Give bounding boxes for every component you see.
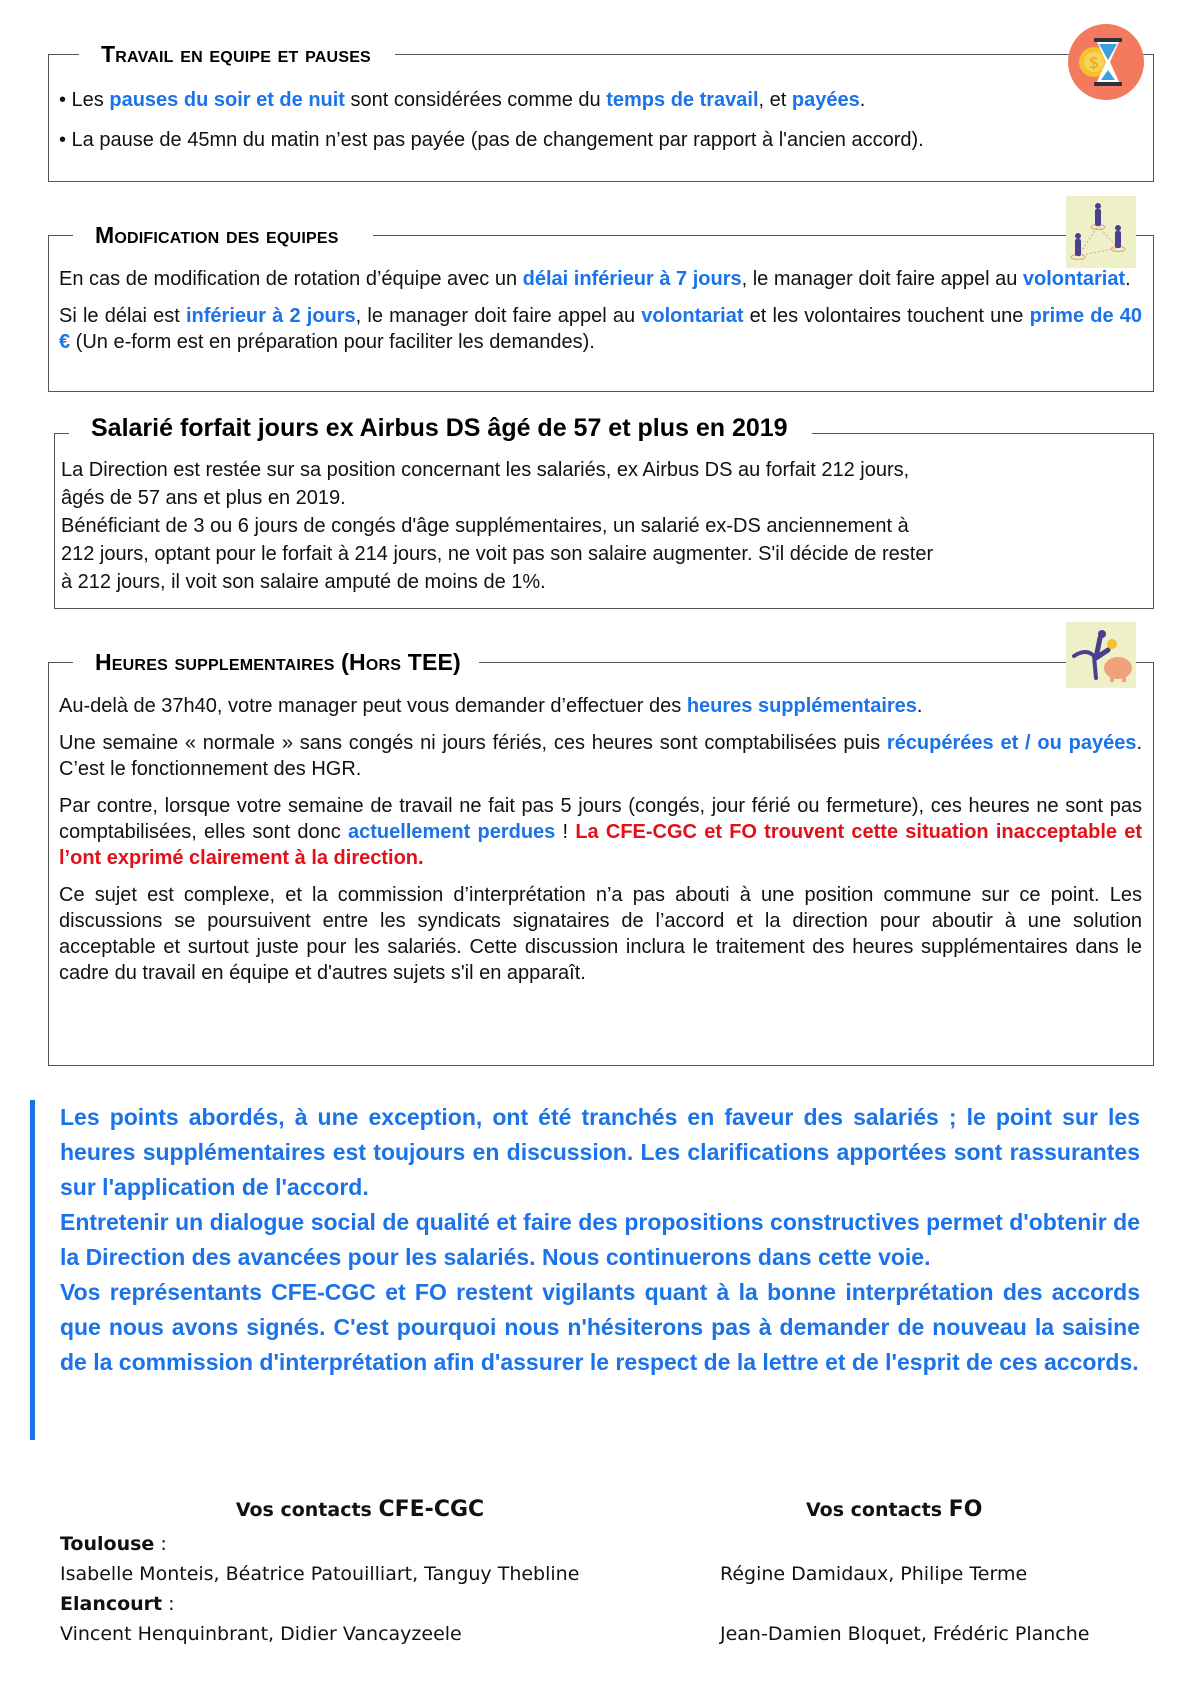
body-text: Au-delà de 37h40, votre manager peut vous demander d’effectuer des [59,695,687,717]
body-text: ! [555,821,576,843]
section-body [59,693,1142,986]
section-title: Travail en equipe et pauses [79,43,395,66]
paragraph [59,693,1142,719]
highlighted-text: récupérées et / ou payées [886,732,1137,754]
conclusion-paragraph: Les points abordés, à une exception, ont été tranchés en faveur des salariés ; le point sur les heures supplémentaires est toujours en discussion. Les clarifications apportées sont rassurantes sur l'application de l'accord. [60,1104,1140,1200]
site-label [60,1589,620,1619]
contacts-org: CFE-CGC [378,1497,485,1522]
body-text: Si le délai est [59,305,186,327]
section-title [73,651,479,674]
svg-text:$: $ [1088,53,1100,72]
paragraph [59,730,1142,782]
spacer [720,1529,1160,1559]
contacts-title [60,1495,620,1525]
body-text: Une semaine « normale » sans congés ni jours fériés, ces heures sont comptabilisées puis [59,732,887,754]
contacts-title-prefix: Vos contacts [235,1499,379,1521]
contacts-title-prefix: Vos contacts [806,1499,949,1521]
contacts-cfe-cgc [60,1495,620,1649]
highlighted-text: inférieur à 2 jours [185,305,356,327]
conclusion-paragraph: Vos représentants CFE-CGC et FO restent vigilants quant à la bonne interprétation des accords que nous avons signés. C'est pourquoi nous n'hésiterons pas à demander de nouveau la saisine de la commission d'interprétation afin d'assurer le respect de la lettre et de l'esprit de ces accords. [60,1279,1140,1375]
contact-people: Jean-Damien Bloquet, Frédéric Planche [720,1623,1090,1645]
contact-people: Régine Damidaux, Philipe Terme [720,1563,1028,1585]
paragraph-line: 212 jours, optant pour le forfait à 214 jours, ne voit pas son salaire augmenter. S'il décide de rester [61,543,934,565]
spacer [720,1589,1160,1619]
hourglass-coin-icon [1066,22,1146,102]
body-text: . [859,89,866,111]
paragraph-line: à 212 jours, il voit son salaire amputé de moins de 1%. [61,571,546,593]
body-text: Par contre, lorsque votre semaine de travail ne fait pas 5 jours (congés, jour férié ou fermeture), ces heures ne sont pas comptabilisées, elles sont donc [59,795,1142,843]
body-text: , le manager doit faire appel au [741,268,1023,290]
paragraph-line: âgés de 57 ans et plus en 2019. [61,487,346,509]
site-sep: : [154,1533,167,1555]
section-body [61,456,1142,596]
section-body [59,266,1142,355]
body-text: . [1125,268,1131,290]
highlighted-text: volontariat [641,305,744,327]
body-text: (Un e-form est en préparation pour faciliter les demandes). [70,331,595,353]
piggy-bank-icon [1066,622,1136,688]
body-text: et les volontaires touchent une [743,305,1030,327]
site-label [60,1529,620,1559]
contacts-fo [720,1495,1160,1649]
body-text: • Les [59,89,110,111]
section-title: Salarié forfait jours ex Airbus DS âgé de 57 et plus en 2019 [69,416,812,441]
alert-text: La CFE-CGC et FO trouvent cette situation inacceptable et l’ont exprimé clairement à la direction. [59,821,1143,869]
paragraph-line: Bénéficiant de 3 ou 6 jours de congés d'âge supplémentaires, un salarié ex-DS anciennement à [61,515,909,537]
section-travail-equipe [48,41,1154,182]
team-network-icon [1066,196,1136,268]
site-name: Elancourt [60,1593,163,1615]
paragraph [59,266,1142,292]
body-text: Ce sujet est complexe, et la commission d’interprétation n’a pas abouti à une position commune sur ce point. Les discussions se poursuivent entre les syndicats signataires de l’accord et la direction pour aboutir à une solution acceptable et surtout juste pour les salariés. Cette discussion inclura le traitement des heures supplémentaires dans le cadre du travail en équipe et d'autres sujets s'il en apparaît. [59,884,1142,984]
title-text: Hors TEE [349,649,454,675]
paragraph [59,303,1142,355]
body-text: sont considérées comme du [344,89,607,111]
highlighted-text: temps de travail [606,89,759,111]
body-text: , et [758,89,792,111]
site-people: Vincent Henquinbrant, Didier Vancayzeele [60,1623,462,1645]
body-text: , le manager doit faire appel au [355,305,642,327]
highlighted-text: pauses du soir et de nuit [109,89,345,111]
section-heures-sup [48,649,1154,1066]
site-sep: : [162,1593,175,1615]
site-people: Isabelle Monteis, Béatrice Patouilliart, Tanguy Thebline [60,1563,580,1585]
paragraph-line: La Direction est restée sur sa position concernant les salariés, ex Airbus DS au forfait 212 jours, [61,459,910,481]
section-body [59,87,1142,153]
title-text: Heures supplementaires ( [95,649,350,675]
highlighted-text: délai inférieur à 7 jours [522,268,742,290]
conclusion-paragraph: Entretenir un dialogue social de qualité et faire des propositions constructives permet d'obtenir de la Direction des avancées pour les salariés. Nous continuerons dans cette voie. [60,1209,1140,1270]
body-text: . [916,695,923,717]
title-text: ) [453,649,461,675]
contacts-org: FO [948,1497,983,1522]
body-text: En cas de modification de rotation d’équipe avec un [59,268,523,290]
section-forfait-jours [54,414,1154,609]
body-text: • La pause de 45mn du matin n’est pas payée (pas de changement par rapport à l'ancien accord). [59,129,924,151]
bullet-item [59,127,1142,153]
highlighted-text: volontariat [1022,268,1126,290]
highlighted-text: prime de 40 € [59,305,1143,353]
section-modification-equipes [48,222,1154,392]
paragraph [59,882,1142,986]
contacts-title [720,1495,1160,1525]
highlighted-text: actuellement perdues [348,821,556,843]
paragraph [59,793,1142,871]
bullet-item [59,87,1142,113]
body-text: . C’est le fonctionnement des HGR. [59,732,1142,780]
conclusion-callout [30,1100,1150,1440]
highlighted-text: heures supplémentaires [686,695,917,717]
section-title: Modification des equipes [73,224,373,247]
site-name: Toulouse [60,1533,155,1555]
highlighted-text: payées [791,89,860,111]
